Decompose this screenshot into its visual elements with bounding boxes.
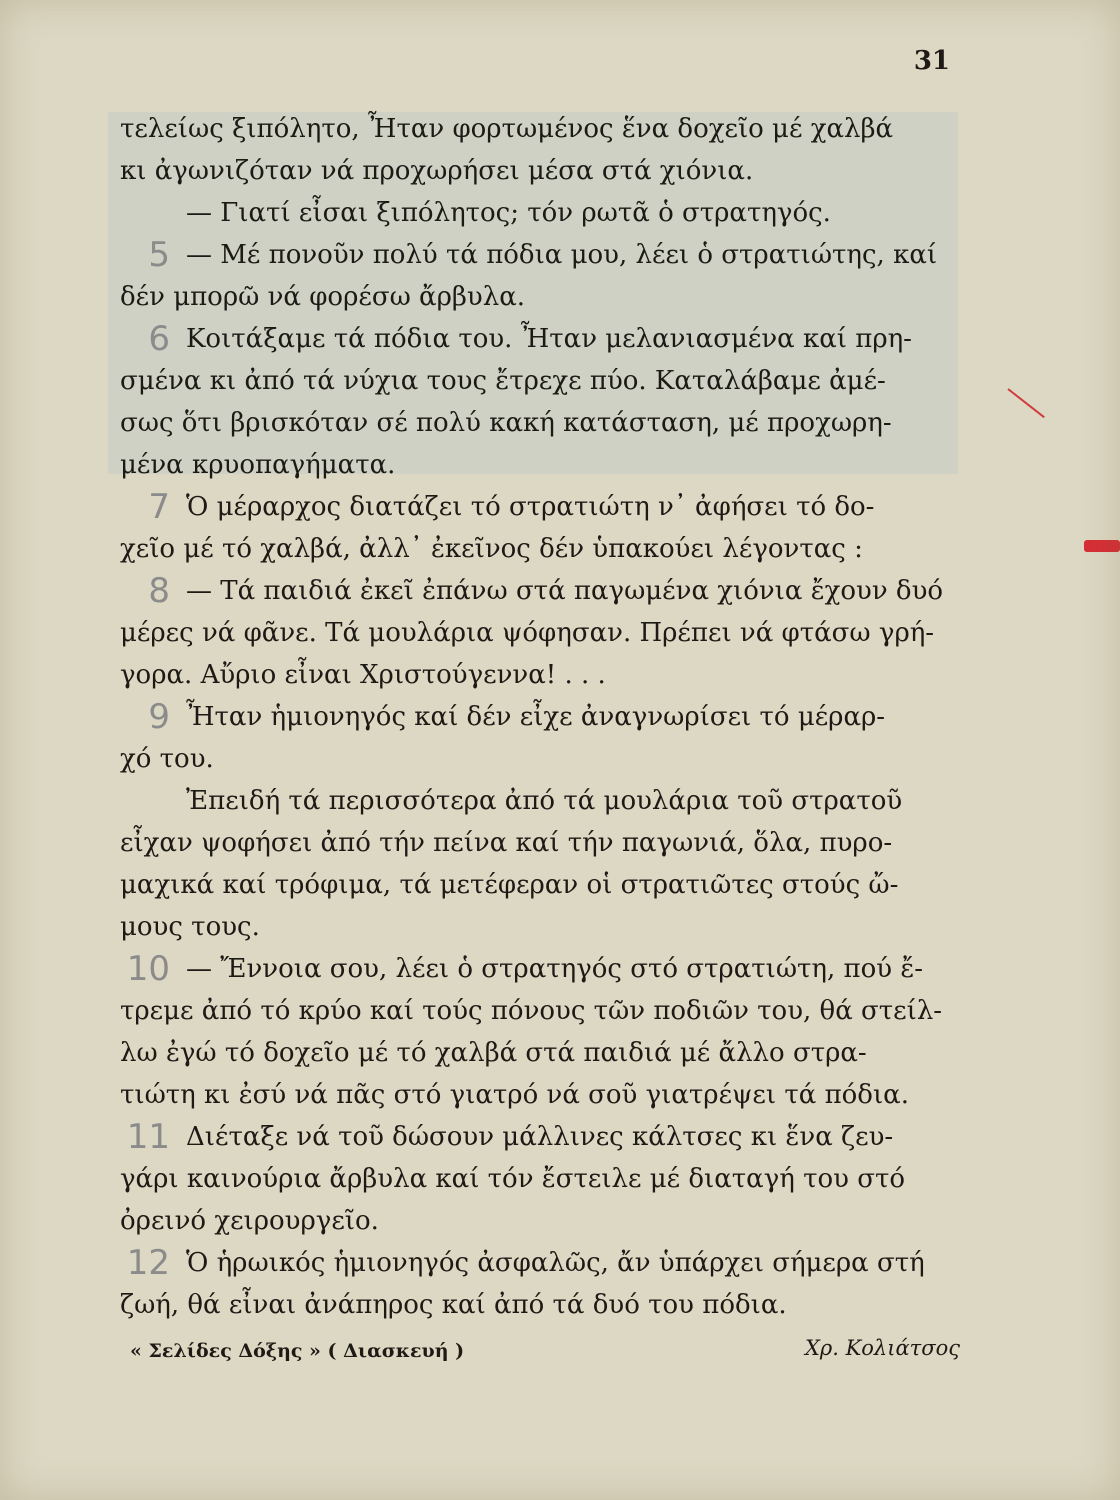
line-text: τρεμε ἀπό τό κρύο καί τούς πόνους τῶν ποδιῶν του, θά στείλ- [120, 996, 943, 1026]
text-line [120, 486, 962, 528]
line-text: μένα κρυοπαγήματα. [120, 450, 396, 480]
handwritten-paragraph-number: 9 [148, 697, 170, 737]
line-text: ὀρεινό χειρουργεῖο. [120, 1206, 379, 1236]
line-text: κι ἀγωνιζόταν νά προχωρήσει μέσα στά χιόνια. [120, 156, 754, 186]
text-line [120, 1032, 962, 1074]
line-text: εἶχαν ψοφήσει ἀπό τήν πείνα καί τήν παγωνιά, ὅλα, πυρο- [120, 828, 893, 858]
handwritten-paragraph-number: 12 [126, 1243, 170, 1283]
line-text: Ὁ ἡρωικός ἡμιονηγός ἀσφαλῶς, ἄν ὑπάρχει σήμερα στή [186, 1248, 925, 1278]
handwritten-paragraph-number: 10 [126, 949, 170, 989]
text-line [120, 1158, 962, 1200]
line-text: ζωή, θά εἶναι ἀνάπηρος καί ἀπό τά δυό του πόδια. [120, 1290, 787, 1320]
line-text: σμένα κι ἀπό τά νύχια τους ἔτρεχε πύο. Καταλάβαμε ἀμέ- [120, 366, 886, 396]
line-text: Ὁ μέραρχος διατάζει τό στρατιώτη ν᾽ ἀφήσει τό δο- [186, 492, 875, 522]
line-text: — Ἔννοια σου, λέει ὁ στρατηγός στό στρατιώτη, πού ἔ- [186, 954, 924, 984]
text-line [120, 780, 962, 822]
line-text: χεῖο μέ τό χαλβά, ἀλλ᾽ ἐκεῖνος δέν ὑπακούει λέγοντας : [120, 534, 863, 564]
handwritten-paragraph-number: 11 [126, 1117, 170, 1157]
text-line [120, 444, 962, 486]
handwritten-paragraph-number: 6 [148, 319, 170, 359]
line-text: — Μέ πονοῦν πολύ τά πόδια μου, λέει ὁ στρατιώτης, καί [186, 240, 938, 270]
line-text: λω ἐγώ τό δοχεῖο μέ τό χαλβά στά παιδιά μέ ἄλλο στρα- [120, 1038, 867, 1068]
text-line [120, 276, 962, 318]
line-text: γορα. Αὔριο εἶναι Χριστούγεννα! . . . [120, 660, 606, 690]
text-line [120, 360, 962, 402]
red-pen-mark [1007, 388, 1044, 418]
line-text: τιώτη κι ἐσύ νά πᾶς στό γιατρό νά σοῦ γιατρέψει τά πόδια. [120, 1080, 909, 1110]
text-line [120, 1242, 962, 1284]
line-text: — Γιατί εἶσαι ξιπόλητος; τόν ρωτᾶ ὁ στρατηγός. [186, 198, 831, 228]
text-line [120, 234, 962, 276]
text-line [120, 1200, 962, 1242]
text-line [120, 402, 962, 444]
source-citation: « Σελίδες Δόξης » ( Διασκευή ) [130, 1340, 465, 1362]
text-line [120, 528, 962, 570]
text-line [120, 108, 962, 150]
red-ink-mark [1084, 540, 1120, 552]
line-text: Κοιτάξαμε τά πόδια του. Ἦταν μελανιασμένα καί πρη- [186, 324, 912, 354]
footer [130, 1336, 960, 1376]
line-text: τελείως ξιπόλητο, Ἦταν φορτωμένος ἕνα δοχεῖο μέ χαλβά [120, 114, 894, 144]
text-line [120, 1074, 962, 1116]
line-text: γάρι καινούρια ἄρβυλα καί τόν ἔστειλε μέ διαταγή του στό [120, 1164, 905, 1194]
line-text: μους τους. [120, 912, 260, 942]
text-line [120, 1284, 962, 1326]
line-text: χό του. [120, 744, 214, 774]
line-text: — Τά παιδιά ἐκεῖ ἐπάνω στά παγωμένα χιόνια ἔχουν δυό [186, 576, 944, 606]
line-text: Ἦταν ἡμιονηγός καί δέν εἶχε ἀναγνωρίσει τό μέραρ- [186, 702, 886, 732]
page-number: 31 [913, 46, 950, 76]
text-line [120, 612, 962, 654]
text-line [120, 654, 962, 696]
text-line [120, 570, 962, 612]
handwritten-paragraph-number: 7 [148, 487, 170, 527]
text-line [120, 990, 962, 1032]
line-text: μέρες νά φᾶνε. Τά μουλάρια ψόφησαν. Πρέπει νά φτάσω γρή- [120, 618, 935, 648]
text-line [120, 906, 962, 948]
line-text: Διέταξε νά τοῦ δώσουν μάλλινες κάλτσες κι ἕνα ζευ- [186, 1122, 894, 1152]
text-line [120, 318, 962, 360]
text-line [120, 864, 962, 906]
author-name: Χρ. Κολιάτσος [804, 1336, 960, 1360]
text-line [120, 948, 962, 990]
text-line [120, 738, 962, 780]
line-text: δέν μπορῶ νά φορέσω ἄρβυλα. [120, 282, 526, 312]
text-line [120, 150, 962, 192]
handwritten-paragraph-number: 8 [148, 571, 170, 611]
text-line [120, 822, 962, 864]
line-text: Ἐπειδή τά περισσότερα ἀπό τά μουλάρια τοῦ στρατοῦ [186, 786, 903, 816]
body-text [120, 108, 962, 1326]
handwritten-paragraph-number: 5 [148, 235, 170, 275]
text-line [120, 192, 962, 234]
line-text: μαχικά καί τρόφιμα, τά μετέφεραν οἱ στρατιῶτες στούς ὤ- [120, 870, 899, 900]
line-text: σως ὅτι βρισκόταν σέ πολύ κακή κατάσταση, μέ προχωρη- [120, 408, 892, 438]
text-line [120, 1116, 962, 1158]
text-line [120, 696, 962, 738]
